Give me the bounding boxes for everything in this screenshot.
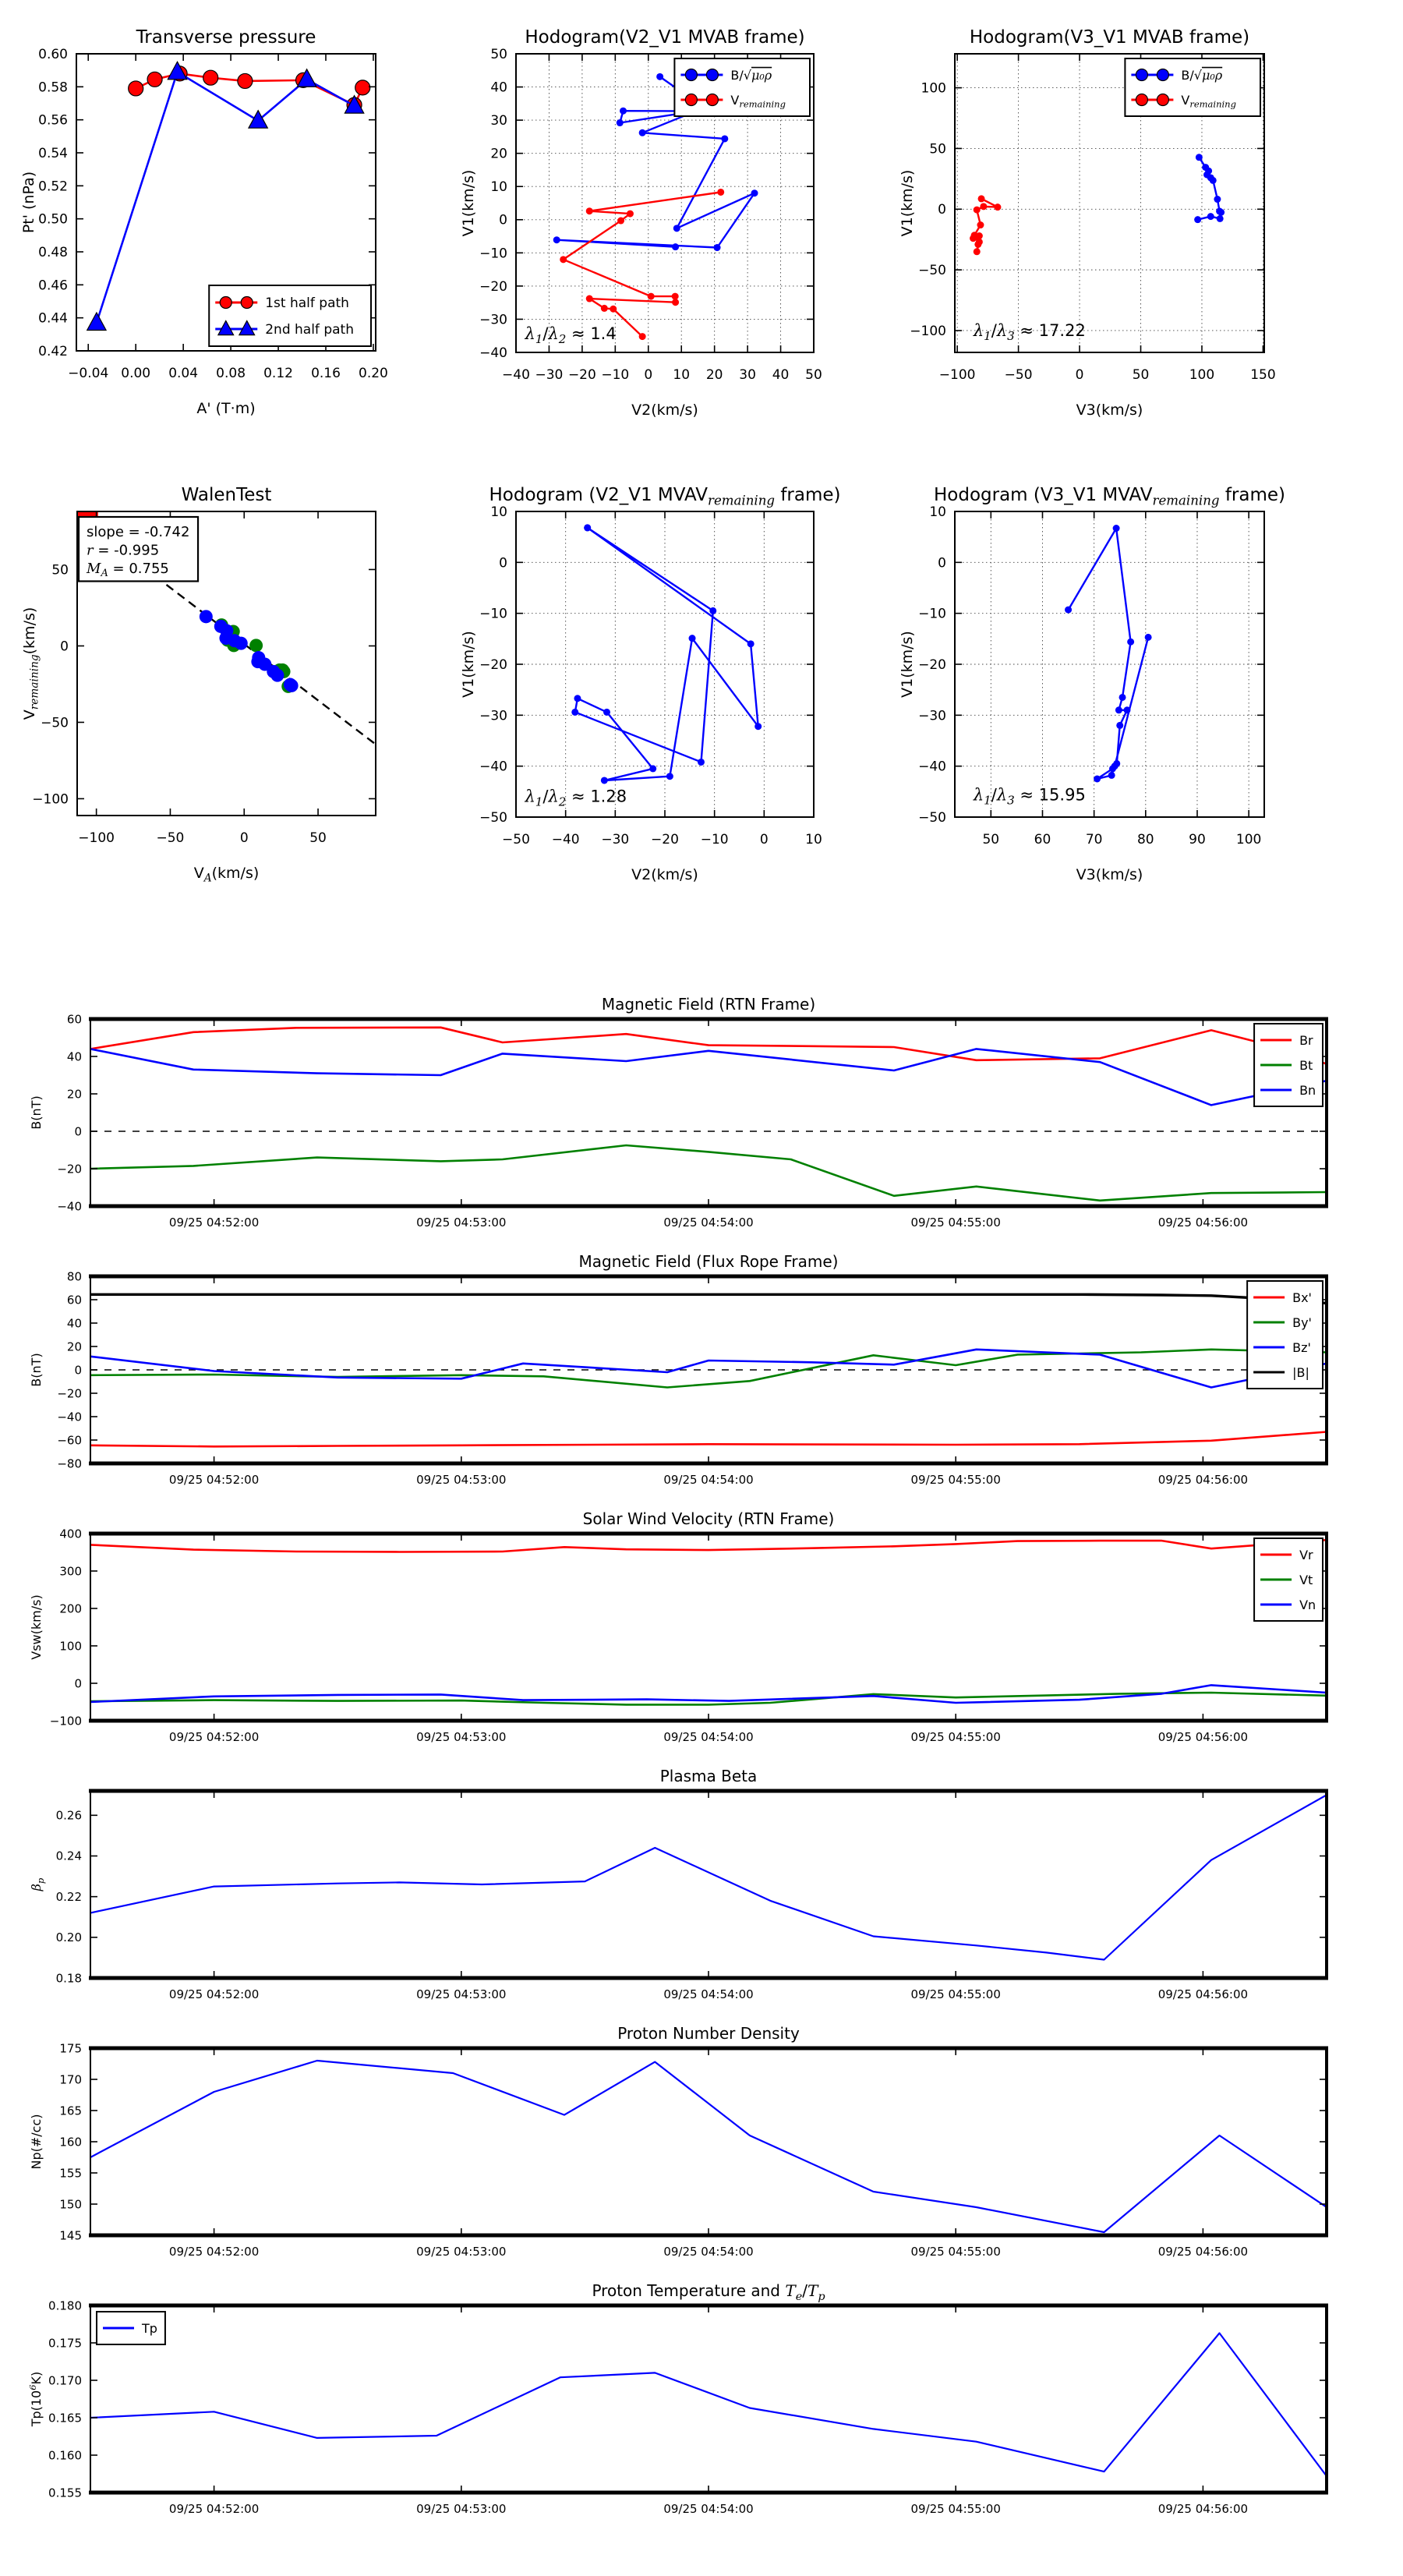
y-tick-label: 0.44	[38, 310, 68, 327]
x-tick-label: 09/25 04:54:00	[663, 2245, 754, 2259]
legend-label: 2nd half path	[265, 322, 354, 338]
x-tick-label: −50	[156, 830, 185, 846]
y-axis-label: Np(#/cc)	[29, 2114, 44, 2170]
y-tick-label: 0.24	[55, 1849, 82, 1863]
legend	[1254, 1538, 1323, 1621]
y-tick-label: 0.42	[38, 343, 68, 359]
data-point-marker	[1136, 94, 1147, 106]
y-tick-label: 20	[490, 146, 507, 162]
x-tick-label: −20	[651, 832, 679, 847]
y-axis-label: B(nT)	[29, 1353, 44, 1387]
y-tick-label: −20	[57, 1386, 82, 1401]
data-point-marker	[1119, 694, 1126, 701]
y-tick-label: 0.175	[48, 2336, 82, 2351]
y-tick-label: 40	[66, 1049, 82, 1064]
y-tick-label: 175	[59, 2041, 82, 2056]
y-tick-label: 165	[59, 2104, 82, 2118]
y-tick-label: 0	[938, 555, 946, 571]
y-tick-label: 60	[66, 1012, 82, 1027]
data-point-marker	[648, 293, 655, 300]
x-tick-label: 09/25 04:56:00	[1157, 2245, 1249, 2259]
legend-label: B/√μ₀ρ	[1181, 67, 1223, 83]
data-point-marker	[977, 221, 984, 228]
data-point-marker	[656, 73, 663, 80]
data-point-marker	[584, 524, 591, 531]
x-tick-label: 50	[309, 830, 327, 846]
data-point-marker	[706, 94, 718, 106]
y-tick-label: −10	[479, 246, 507, 262]
data-point-marker	[974, 248, 981, 255]
x-tick-label: −30	[535, 367, 564, 383]
y-tick-label: −40	[918, 759, 946, 775]
data-point-marker	[1145, 634, 1152, 641]
y-tick-label: 300	[59, 1564, 82, 1579]
data-point-marker	[1157, 94, 1168, 106]
x-tick-label: 09/25 04:55:00	[910, 1730, 1001, 1744]
data-point-marker	[610, 306, 617, 313]
y-tick-label: 20	[66, 1087, 82, 1102]
data-point-marker	[1217, 215, 1224, 222]
annotation-text: $\lambda_1/\lambda_2 \approx 1.28$	[525, 787, 627, 809]
y-tick-label: 0.170	[48, 2373, 82, 2388]
plot-title: Proton Number Density	[617, 2024, 800, 2043]
x-tick-label: 09/25 04:52:00	[168, 2245, 260, 2259]
y-axis-label: V1(km/s)	[460, 631, 477, 698]
data-point-marker	[672, 243, 679, 250]
data-point-marker	[1065, 607, 1072, 614]
data-point-marker	[601, 777, 608, 784]
y-tick-label: 0.50	[38, 211, 68, 228]
y-tick-label: 10	[929, 504, 946, 520]
legend-label: Vt	[1299, 1572, 1313, 1587]
data-point-marker	[1217, 209, 1225, 216]
data-point-marker	[673, 225, 680, 232]
y-tick-label: 50	[51, 562, 69, 579]
y-tick-label: 0.180	[48, 2298, 82, 2313]
y-axis-label: V1(km/s)	[899, 631, 916, 698]
y-tick-label: 0.165	[48, 2411, 82, 2426]
y-tick-label: −30	[479, 708, 507, 724]
x-tick-label: 09/25 04:54:00	[663, 1987, 754, 2001]
data-point-marker	[666, 773, 673, 780]
data-point-marker	[617, 218, 624, 225]
y-axis-label: V1(km/s)	[899, 169, 916, 237]
y-tick-label: 0	[499, 212, 507, 228]
legend-label: Bx'	[1292, 1290, 1312, 1305]
x-tick-label: 09/25 04:53:00	[416, 2245, 507, 2259]
data-point-marker	[751, 189, 758, 196]
y-tick-label: 145	[59, 2228, 82, 2243]
annotation-text: $\lambda_1/\lambda_3 \approx 17.22$	[973, 320, 1086, 343]
data-point-marker	[235, 637, 248, 650]
x-tick-label: 09/25 04:52:00	[168, 1473, 260, 1487]
plot-title: Hodogram(V2_V1 MVAB frame)	[525, 27, 805, 48]
x-tick-label: −50	[502, 832, 530, 847]
x-tick-label: −100	[78, 830, 115, 846]
y-tick-label: −100	[32, 791, 69, 808]
data-point-marker	[747, 640, 755, 647]
x-tick-label: 09/25 04:54:00	[663, 1730, 754, 1744]
x-tick-label: −50	[1004, 367, 1033, 383]
y-tick-label: 0.18	[55, 1971, 82, 1986]
x-tick-label: 90	[1189, 832, 1206, 847]
y-tick-label: 0.52	[38, 179, 68, 195]
y-tick-label: −30	[918, 708, 946, 724]
x-tick-label: 09/25 04:55:00	[910, 1987, 1001, 2001]
data-point-marker	[200, 610, 213, 623]
y-tick-label: 0.54	[38, 145, 68, 161]
y-tick-label: 0	[74, 1363, 82, 1378]
y-tick-label: 0.46	[38, 278, 68, 294]
y-tick-label: −80	[57, 1456, 82, 1471]
x-tick-label: 09/25 04:56:00	[1157, 1987, 1249, 2001]
x-tick-label: 09/25 04:54:00	[663, 1215, 754, 1230]
legend-label: B/√μ₀ρ	[730, 67, 772, 83]
data-point-marker	[1214, 196, 1221, 203]
x-tick-label: 09/25 04:55:00	[910, 1473, 1001, 1487]
x-tick-label: 0.20	[359, 366, 388, 381]
x-tick-label: 0.00	[121, 366, 151, 381]
data-point-marker	[1116, 722, 1123, 729]
data-point-marker	[672, 293, 679, 300]
annotation-line: slope = -0.742	[87, 523, 190, 540]
x-tick-label: 09/25 04:55:00	[910, 2502, 1001, 2516]
annotation-line: $M_A = 0.755$	[87, 560, 169, 580]
y-tick-label: 155	[59, 2166, 82, 2181]
data-point-marker	[285, 679, 299, 692]
data-point-marker	[603, 709, 610, 716]
plot-title: Hodogram (V3_V1 $MVAV_{remaining}$ frame)	[933, 485, 1286, 508]
data-point-marker	[270, 669, 284, 682]
legend-label: |B|	[1292, 1364, 1309, 1380]
x-tick-label: 09/25 04:56:00	[1157, 2502, 1249, 2516]
data-point-marker	[1094, 776, 1101, 783]
x-tick-label: 09/25 04:53:00	[416, 1215, 507, 1230]
data-point-marker	[574, 695, 581, 702]
data-point-marker	[685, 94, 697, 106]
x-tick-label: 0.08	[216, 366, 246, 381]
data-point-marker	[980, 203, 987, 210]
x-axis-label: V2(km/s)	[631, 866, 698, 883]
legend-label: 1st half path	[265, 295, 349, 312]
x-tick-label: 80	[1136, 832, 1154, 847]
x-tick-label: 10	[805, 832, 822, 847]
y-tick-label: −100	[910, 323, 946, 339]
data-point-marker	[571, 709, 578, 716]
plot-title: Plasma Beta	[659, 1767, 758, 1785]
y-tick-label: 0.20	[55, 1930, 82, 1945]
x-axis-label: $V_A(km/s)$	[193, 865, 260, 885]
plot-title: Solar Wind Velocity (RTN Frame)	[582, 1509, 835, 1528]
x-tick-label: 40	[772, 367, 790, 383]
y-tick-label: −30	[479, 312, 507, 328]
x-tick-label: 09/25 04:53:00	[416, 1730, 507, 1744]
plot-title: Proton Temperature and $T_e/T_p$	[592, 2281, 825, 2303]
data-point-marker	[620, 108, 627, 115]
data-point-marker	[706, 69, 718, 81]
legend	[1247, 1281, 1323, 1389]
y-tick-label: −20	[918, 656, 946, 673]
data-point-marker	[1111, 763, 1119, 770]
y-tick-label: 40	[66, 1316, 82, 1331]
y-tick-label: −50	[918, 809, 946, 826]
x-tick-label: −30	[601, 832, 630, 847]
y-tick-label: 20	[66, 1339, 82, 1354]
data-point-marker	[249, 639, 263, 652]
data-point-marker	[627, 211, 634, 218]
plot-title: Hodogram(V3_V1 MVAB frame)	[969, 27, 1250, 48]
y-tick-label: 0.60	[38, 46, 68, 62]
data-point-marker	[689, 635, 696, 642]
x-tick-label: 0	[759, 832, 769, 847]
data-point-marker	[617, 119, 624, 126]
y-tick-label: 10	[490, 504, 507, 520]
legend	[97, 2312, 165, 2344]
y-tick-label: −10	[479, 606, 507, 622]
y-tick-label: 0	[74, 1124, 82, 1139]
y-axis-label: $V_{remaining}(km/s)$	[21, 607, 41, 720]
y-tick-label: −100	[49, 1714, 82, 1729]
data-point-marker	[1127, 639, 1134, 646]
data-point-marker	[560, 256, 567, 263]
x-tick-label: 0	[1075, 367, 1084, 383]
data-point-marker	[1194, 216, 1201, 223]
x-tick-label: 09/25 04:53:00	[416, 1987, 507, 2001]
x-tick-label: 09/25 04:56:00	[1157, 1473, 1249, 1487]
data-point-marker	[601, 305, 608, 312]
y-tick-label: 0	[938, 202, 946, 218]
data-point-marker	[1113, 525, 1120, 532]
x-tick-label: 10	[673, 367, 691, 383]
y-tick-label: −40	[479, 345, 507, 361]
data-point-marker	[974, 207, 981, 214]
annotation-text: $\lambda_1/\lambda_3 \approx 15.95$	[973, 785, 1086, 808]
x-axis-label: A' (T·m)	[196, 400, 256, 417]
x-tick-label: −40	[551, 832, 580, 847]
x-tick-label: 50	[1132, 367, 1150, 383]
data-point-marker	[709, 607, 716, 614]
legend-label: Bt	[1299, 1057, 1313, 1073]
data-point-marker	[553, 236, 560, 243]
y-tick-label: 400	[59, 1527, 82, 1541]
data-point-marker	[241, 297, 253, 309]
plot-title: Hodogram (V2_V1 $MVAV_{remaining}$ frame)	[489, 485, 841, 508]
y-tick-label: 50	[490, 46, 507, 62]
y-tick-label: 0.58	[38, 80, 68, 96]
legend	[1125, 58, 1260, 116]
data-point-marker	[1210, 177, 1217, 184]
data-point-marker	[714, 244, 721, 251]
y-tick-label: 50	[929, 141, 946, 157]
data-point-marker	[1136, 69, 1147, 81]
x-tick-label: 70	[1085, 832, 1103, 847]
plot-title: WalenTest	[181, 485, 272, 505]
data-point-marker	[976, 239, 983, 246]
data-point-marker	[698, 759, 705, 766]
annotation-line: r = -0.995	[87, 542, 160, 559]
data-point-marker	[586, 295, 593, 303]
x-tick-label: 20	[705, 367, 723, 383]
data-point-marker	[978, 195, 985, 202]
legend-label: Bn	[1299, 1082, 1316, 1098]
y-tick-label: 100	[59, 1639, 82, 1654]
x-tick-label: −10	[700, 832, 729, 847]
y-tick-label: 0.155	[48, 2486, 82, 2500]
data-point-marker	[129, 81, 143, 96]
x-tick-label: 09/25 04:53:00	[416, 1473, 507, 1487]
data-point-marker	[672, 299, 679, 306]
data-point-marker	[203, 70, 218, 85]
data-point-marker	[639, 129, 646, 136]
x-tick-label: 50	[805, 367, 822, 383]
data-point-marker	[1115, 706, 1122, 713]
y-tick-label: 100	[921, 80, 946, 97]
plot-title: Magnetic Field (Flux Rope Frame)	[578, 1252, 839, 1271]
x-axis-label: V2(km/s)	[631, 402, 698, 419]
data-point-marker	[717, 189, 724, 196]
data-point-marker	[1196, 154, 1203, 161]
data-point-marker	[147, 72, 162, 87]
data-point-marker	[1123, 706, 1130, 713]
y-tick-label: −20	[57, 1162, 82, 1177]
legend-label: $V_{remaining}$	[1181, 92, 1236, 110]
x-tick-label: 30	[739, 367, 756, 383]
y-axis-label: V1(km/s)	[460, 169, 477, 237]
data-point-marker	[355, 80, 370, 95]
data-point-marker	[685, 69, 697, 81]
x-tick-label: −20	[567, 367, 596, 383]
y-tick-label: −60	[57, 1433, 82, 1448]
data-point-marker	[639, 333, 646, 340]
data-point-marker	[976, 232, 983, 239]
x-tick-label: 09/25 04:56:00	[1157, 1215, 1249, 1230]
legend-label: By'	[1292, 1315, 1312, 1330]
x-tick-label: 09/25 04:54:00	[663, 1473, 754, 1487]
y-tick-label: 0	[60, 639, 69, 655]
x-tick-label: 09/25 04:54:00	[663, 2502, 754, 2516]
data-point-marker	[220, 297, 231, 309]
y-tick-label: −10	[918, 606, 946, 622]
x-tick-label: −40	[502, 367, 530, 383]
data-point-marker	[238, 73, 253, 88]
x-tick-label: 0	[644, 367, 653, 383]
y-tick-label: 80	[66, 1269, 82, 1284]
y-tick-label: 0.26	[55, 1808, 82, 1823]
x-tick-label: −0.04	[68, 366, 109, 381]
y-tick-label: 150	[59, 2197, 82, 2212]
data-point-marker	[994, 203, 1001, 211]
legend-label: Bz'	[1292, 1339, 1311, 1355]
y-tick-label: 60	[66, 1293, 82, 1307]
y-tick-label: 0.22	[55, 1889, 82, 1904]
x-tick-label: −10	[601, 367, 630, 383]
y-tick-label: −50	[479, 809, 507, 826]
y-axis-label: $\beta_p$	[29, 1877, 46, 1891]
y-tick-label: 30	[490, 113, 507, 129]
x-tick-label: 09/25 04:52:00	[168, 1730, 260, 1744]
legend	[209, 285, 371, 346]
y-tick-label: 0	[499, 555, 507, 571]
x-tick-label: 100	[1235, 832, 1262, 847]
legend-label: Br	[1299, 1032, 1313, 1048]
y-tick-label: −50	[918, 263, 946, 279]
x-tick-label: 09/25 04:56:00	[1157, 1730, 1249, 1744]
y-tick-label: 0.56	[38, 112, 68, 129]
y-axis-label: Pt' (nPa)	[20, 171, 37, 234]
y-tick-label: 10	[490, 179, 507, 196]
data-point-marker	[970, 235, 977, 242]
x-tick-label: 150	[1250, 367, 1276, 383]
y-tick-label: −40	[479, 759, 507, 775]
y-tick-label: −50	[41, 715, 69, 731]
y-tick-label: 160	[59, 2135, 82, 2150]
legend-label: Vn	[1299, 1597, 1316, 1612]
x-tick-label: 0.12	[263, 366, 293, 381]
data-point-marker	[1207, 213, 1214, 220]
plot-title: Magnetic Field (RTN Frame)	[601, 995, 816, 1014]
x-tick-label: −100	[938, 367, 976, 383]
x-tick-label: 09/25 04:53:00	[416, 2502, 507, 2516]
x-tick-label: 100	[1189, 367, 1215, 383]
data-point-marker	[1108, 772, 1115, 779]
data-point-marker	[586, 207, 593, 214]
data-point-marker	[755, 723, 762, 730]
data-point-marker	[721, 135, 728, 142]
y-tick-label: −40	[57, 1199, 82, 1214]
y-tick-label: −40	[57, 1410, 82, 1424]
y-tick-label: 170	[59, 2072, 82, 2087]
legend-label: Tp	[142, 2320, 157, 2336]
x-tick-label: 50	[982, 832, 1000, 847]
x-tick-label: 09/25 04:52:00	[168, 1987, 260, 2001]
x-tick-label: 0	[239, 830, 249, 846]
legend-label: Vr	[1299, 1547, 1313, 1562]
legend-label: $V_{remaining}$	[730, 92, 786, 110]
y-tick-label: 40	[490, 80, 507, 96]
x-axis-label: V3(km/s)	[1076, 866, 1143, 883]
y-axis-label: B(nT)	[29, 1095, 44, 1130]
x-tick-label: 09/25 04:52:00	[168, 2502, 260, 2516]
legend	[1254, 1024, 1323, 1106]
y-tick-label: 0	[74, 1676, 82, 1691]
x-axis-label: V3(km/s)	[1076, 402, 1143, 419]
annotation-box	[79, 517, 198, 582]
x-tick-label: 0.04	[168, 366, 199, 381]
x-tick-label: 09/25 04:55:00	[910, 2245, 1001, 2259]
y-axis-label: $Tp(10^6K)$	[27, 2371, 44, 2427]
y-tick-label: −20	[479, 656, 507, 673]
y-tick-label: 200	[59, 1601, 82, 1616]
annotation-text: $\lambda_1/\lambda_2 \approx 1.4$	[525, 324, 617, 346]
y-tick-label: 0.48	[38, 244, 68, 260]
x-tick-label: 60	[1034, 832, 1051, 847]
x-tick-label: 09/25 04:52:00	[168, 1215, 260, 1230]
y-axis-label: Vsw(km/s)	[29, 1594, 44, 1660]
legend	[674, 58, 810, 116]
y-tick-label: −20	[479, 278, 507, 295]
plot-title: Transverse pressure	[136, 27, 316, 48]
y-tick-label: 0.160	[48, 2448, 82, 2463]
data-point-marker	[649, 765, 656, 772]
x-tick-label: 09/25 04:55:00	[910, 1215, 1001, 1230]
x-tick-label: 0.16	[311, 366, 341, 381]
data-point-marker	[1157, 69, 1168, 81]
